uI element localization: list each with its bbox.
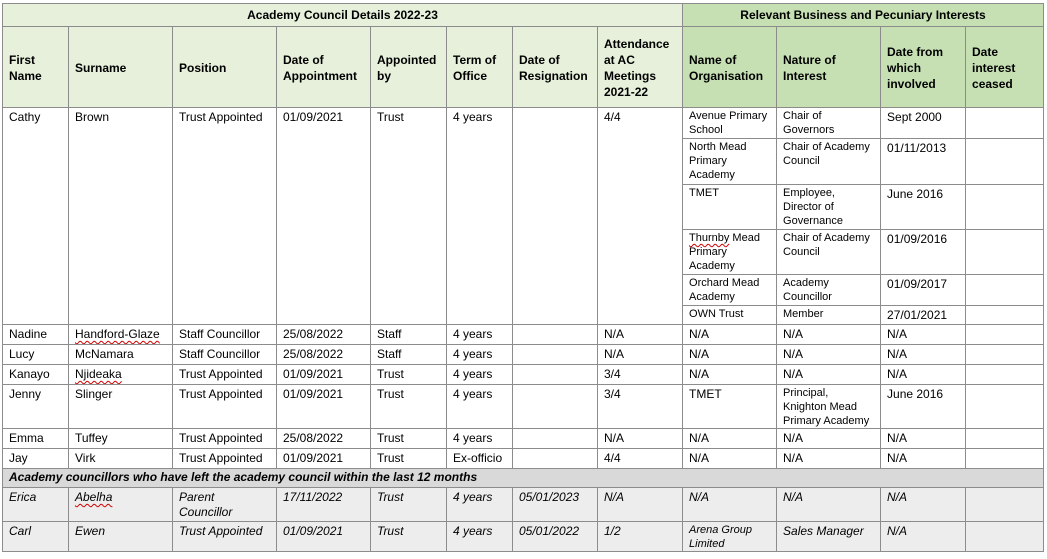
nature-cell: Academy Councillor — [777, 275, 881, 306]
date-from-cell: June 2016 — [881, 385, 966, 429]
surname-cell: Brown — [69, 108, 173, 325]
attendance-cell: N/A — [598, 325, 683, 345]
nature-cell: Member — [777, 306, 881, 325]
date-ceased-cell — [966, 488, 1044, 522]
nature-cell: Chair of Governors — [777, 108, 881, 139]
organisation-cell: OWN Trust — [683, 306, 777, 325]
organisation-cell: TMET — [683, 185, 777, 230]
nature-cell: N/A — [777, 345, 881, 365]
col-position: Position — [173, 27, 277, 108]
appointed-by-cell: Staff — [371, 325, 447, 345]
col-date-appointment: Date of Appointment — [277, 27, 371, 108]
attendance-cell: 1/2 — [598, 522, 683, 552]
date-from-cell: 01/09/2016 — [881, 230, 966, 275]
position-cell: Trust Appointed — [173, 385, 277, 429]
organisation-cell: Thurnby Mead Primary Academy — [683, 230, 777, 275]
first-name-cell: Jenny — [3, 385, 69, 429]
spellcheck-word: Thurnby — [689, 232, 730, 244]
date-from-cell: N/A — [881, 449, 966, 469]
date-appointment-cell: 01/09/2021 — [277, 522, 371, 552]
academy-council-table — [2, 3, 1044, 552]
col-date-ceased: Date interest ceased — [966, 27, 1044, 108]
term-cell: 4 years — [447, 429, 513, 449]
position-cell: Parent Councillor — [173, 488, 277, 522]
first-name-cell: Carl — [3, 522, 69, 552]
organisation-cell: TMET — [683, 385, 777, 429]
attendance-cell: 3/4 — [598, 365, 683, 385]
table-row — [3, 345, 1044, 365]
col-term: Term of Office — [447, 27, 513, 108]
appointed-by-cell: Staff — [371, 345, 447, 365]
date-resignation-cell — [513, 365, 598, 385]
date-from-cell: 01/11/2013 — [881, 139, 966, 185]
col-surname: Surname — [69, 27, 173, 108]
date-appointment-cell: 25/08/2022 — [277, 325, 371, 345]
table-row — [3, 325, 1044, 345]
date-appointment-cell: 17/11/2022 — [277, 488, 371, 522]
surname-cell — [69, 488, 173, 522]
nature-cell: Principal, Knighton Mead Primary Academy — [777, 385, 881, 429]
date-from-cell: N/A — [881, 429, 966, 449]
table-row — [3, 365, 1044, 385]
date-ceased-cell — [966, 325, 1044, 345]
col-organisation: Name of Organisation — [683, 27, 777, 108]
council-details-heading: Academy Council Details 2022-23 — [3, 4, 683, 27]
attendance-cell: N/A — [598, 488, 683, 522]
position-cell: Trust Appointed — [173, 108, 277, 325]
nature-cell: N/A — [777, 325, 881, 345]
table-row — [3, 449, 1044, 469]
attendance-cell: N/A — [598, 429, 683, 449]
date-resignation-cell: 05/01/2023 — [513, 488, 598, 522]
col-nature: Nature of Interest — [777, 27, 881, 108]
term-cell: 4 years — [447, 522, 513, 552]
date-ceased-cell — [966, 139, 1044, 185]
surname-cell — [69, 365, 173, 385]
term-cell: 4 years — [447, 325, 513, 345]
col-date-from: Date from which involved — [881, 27, 966, 108]
position-cell: Staff Councillor — [173, 325, 277, 345]
term-cell: 4 years — [447, 345, 513, 365]
nature-cell: N/A — [777, 365, 881, 385]
date-ceased-cell — [966, 522, 1044, 552]
position-cell: Trust Appointed — [173, 429, 277, 449]
date-from-cell: N/A — [881, 345, 966, 365]
date-from-cell: 27/01/2021 — [881, 306, 966, 325]
appointed-by-cell: Trust — [371, 449, 447, 469]
surname-cell: Slinger — [69, 385, 173, 429]
appointed-by-cell: Trust — [371, 385, 447, 429]
appointed-by-cell: Trust — [371, 365, 447, 385]
nature-cell: N/A — [777, 449, 881, 469]
organisation-cell: N/A — [683, 345, 777, 365]
term-cell: 4 years — [447, 365, 513, 385]
organisation-cell: Avenue Primary School — [683, 108, 777, 139]
date-from-cell: June 2016 — [881, 185, 966, 230]
organisation-cell: Arena Group Limited — [683, 522, 777, 552]
surname-cell: Virk — [69, 449, 173, 469]
date-resignation-cell — [513, 325, 598, 345]
nature-cell: N/A — [777, 429, 881, 449]
date-appointment-cell: 01/09/2021 — [277, 365, 371, 385]
first-name-cell: Nadine — [3, 325, 69, 345]
first-name-cell: Kanayo — [3, 365, 69, 385]
term-cell: 4 years — [447, 108, 513, 325]
attendance-cell: 4/4 — [598, 449, 683, 469]
date-ceased-cell — [966, 230, 1044, 275]
table-row — [3, 385, 1044, 429]
organisation-cell: N/A — [683, 449, 777, 469]
term-cell: Ex-officio — [447, 449, 513, 469]
position-cell: Trust Appointed — [173, 449, 277, 469]
date-resignation-cell — [513, 385, 598, 429]
table-row — [3, 108, 1044, 139]
date-from-cell: 01/09/2017 — [881, 275, 966, 306]
attendance-cell: 4/4 — [598, 108, 683, 325]
table-row — [3, 522, 1044, 552]
spellcheck-word: Handford-Glaze — [75, 327, 160, 341]
organisation-cell: N/A — [683, 488, 777, 522]
date-ceased-cell — [966, 275, 1044, 306]
position-cell: Staff Councillor — [173, 345, 277, 365]
surname-cell: Ewen — [69, 522, 173, 552]
date-resignation-cell — [513, 429, 598, 449]
position-cell: Trust Appointed — [173, 522, 277, 552]
table-row — [3, 429, 1044, 449]
date-appointment-cell: 01/09/2021 — [277, 385, 371, 429]
date-resignation-cell — [513, 449, 598, 469]
section-separator-row — [3, 469, 1044, 488]
col-first-name: First Name — [3, 27, 69, 108]
date-from-cell: Sept 2000 — [881, 108, 966, 139]
date-from-cell: N/A — [881, 365, 966, 385]
nature-cell: Employee, Director of Governance — [777, 185, 881, 230]
nature-cell: N/A — [777, 488, 881, 522]
left-council-heading: Academy councillors who have left the academy council within the last 12 months — [3, 469, 1044, 488]
appointed-by-cell: Trust — [371, 488, 447, 522]
surname-cell — [69, 325, 173, 345]
organisation-cell: N/A — [683, 429, 777, 449]
date-ceased-cell — [966, 449, 1044, 469]
date-appointment-cell: 25/08/2022 — [277, 429, 371, 449]
surname-cell: Tuffey — [69, 429, 173, 449]
appointed-by-cell: Trust — [371, 108, 447, 325]
nature-cell: Sales Manager — [777, 522, 881, 552]
first-name-cell: Lucy — [3, 345, 69, 365]
date-ceased-cell — [966, 345, 1044, 365]
date-appointment-cell: 25/08/2022 — [277, 345, 371, 365]
nature-cell: Chair of Academy Council — [777, 230, 881, 275]
attendance-cell: N/A — [598, 345, 683, 365]
date-ceased-cell — [966, 385, 1044, 429]
position-cell: Trust Appointed — [173, 365, 277, 385]
date-resignation-cell — [513, 108, 598, 325]
date-resignation-cell — [513, 345, 598, 365]
col-attendance: Attendance at AC Meetings 2021-22 — [598, 27, 683, 108]
table-row — [3, 488, 1044, 522]
date-ceased-cell — [966, 108, 1044, 139]
first-name-cell: Emma — [3, 429, 69, 449]
appointed-by-cell: Trust — [371, 522, 447, 552]
nature-cell: Chair of Academy Council — [777, 139, 881, 185]
first-name-cell: Jay — [3, 449, 69, 469]
organisation-cell: N/A — [683, 365, 777, 385]
organisation-cell: Orchard Mead Academy — [683, 275, 777, 306]
first-name-cell: Erica — [3, 488, 69, 522]
date-from-cell: N/A — [881, 325, 966, 345]
spellcheck-word: Abelha — [75, 490, 113, 504]
attendance-cell: 3/4 — [598, 385, 683, 429]
interests-heading: Relevant Business and Pecuniary Interests — [683, 4, 1044, 27]
first-name-cell: Cathy — [3, 108, 69, 325]
appointed-by-cell: Trust — [371, 429, 447, 449]
term-cell: 4 years — [447, 488, 513, 522]
spellcheck-word: Njideaka — [75, 367, 122, 381]
date-ceased-cell — [966, 306, 1044, 325]
date-appointment-cell: 01/09/2021 — [277, 449, 371, 469]
surname-cell: McNamara — [69, 345, 173, 365]
date-ceased-cell — [966, 185, 1044, 230]
organisation-cell: N/A — [683, 325, 777, 345]
date-from-cell: N/A — [881, 488, 966, 522]
date-resignation-cell: 05/01/2022 — [513, 522, 598, 552]
date-ceased-cell — [966, 365, 1044, 385]
date-appointment-cell: 01/09/2021 — [277, 108, 371, 325]
organisation-cell: North Mead Primary Academy — [683, 139, 777, 185]
col-appointed-by: Appointed by — [371, 27, 447, 108]
col-date-resignation: Date of Resignation — [513, 27, 598, 108]
date-from-cell: N/A — [881, 522, 966, 552]
date-ceased-cell — [966, 429, 1044, 449]
term-cell: 4 years — [447, 385, 513, 429]
